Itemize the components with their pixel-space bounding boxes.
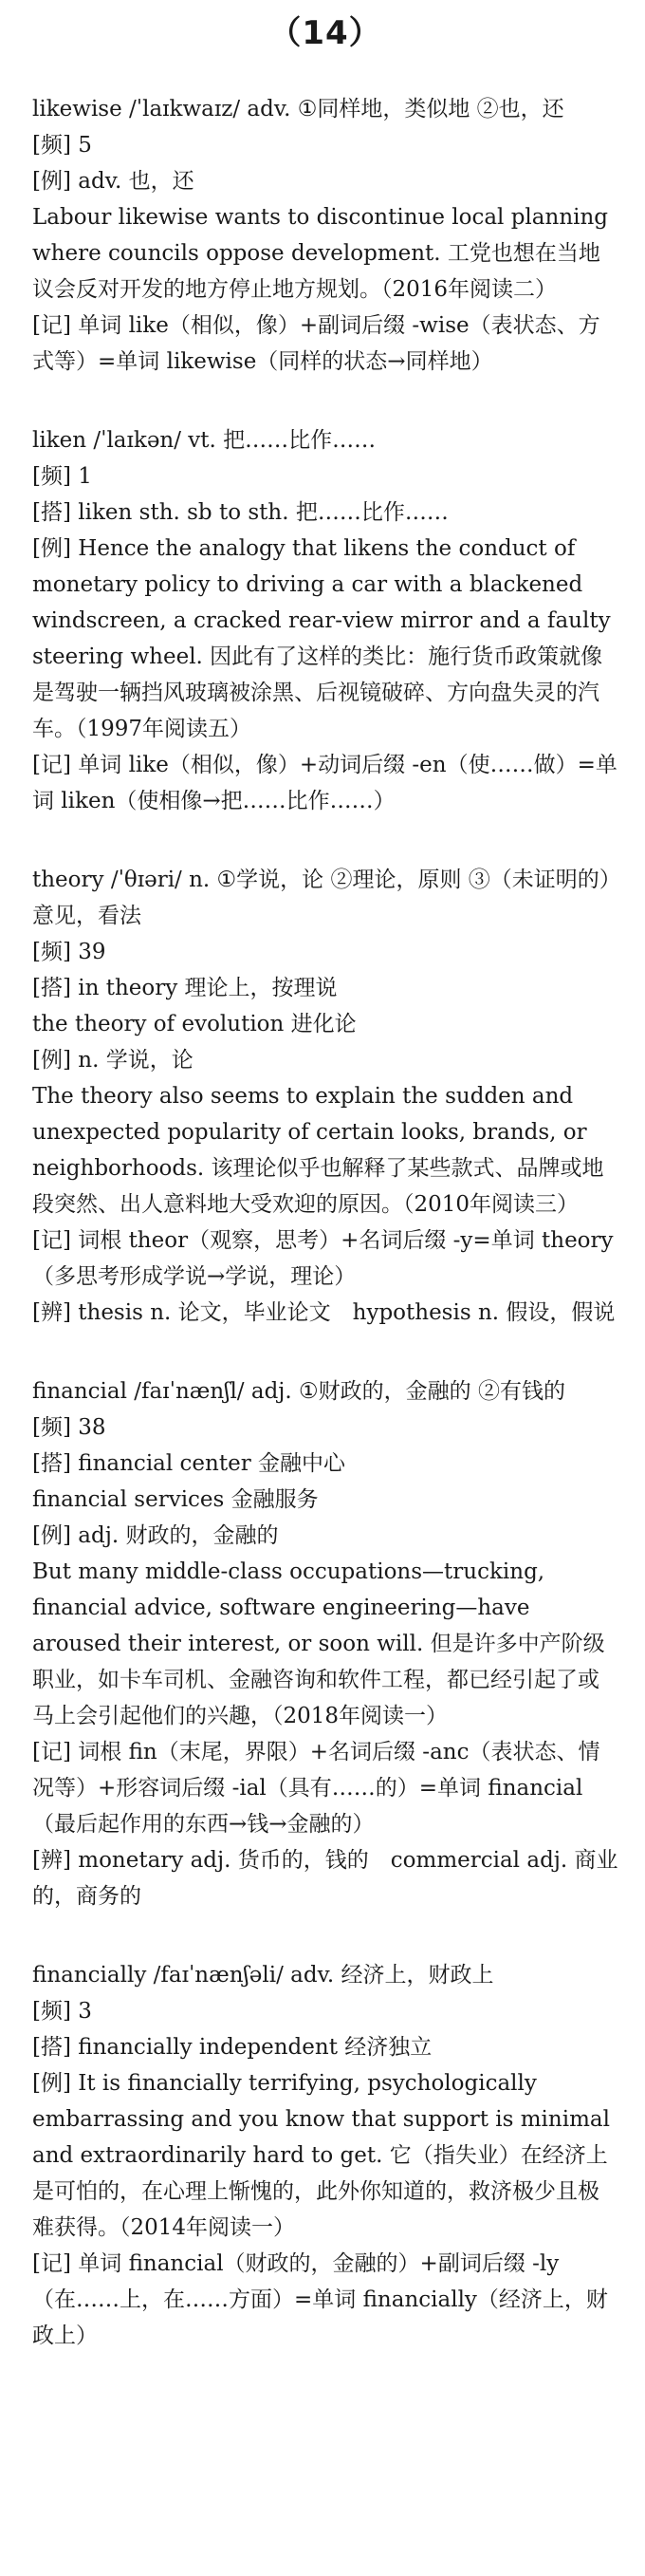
entry-liken: [32, 422, 618, 819]
entry-theory: [32, 862, 618, 1331]
example-sentence: But many middle-class occupations—trucking, financial advice, software engineering—have aroused their interest, or soon will. 但是许多中产阶级职业，如卡车司机、金融咨询和软件工程，都已经引起了或马上会引起他们的兴趣，（2018年阅读一）: [32, 1559, 605, 1728]
example-sentence: [例] Hence the analogy that likens the conduct of monetary policy to driving a car with a blackened windscreen, a cracked rear-view mirror and a faulty steering wheel. 因此有了这样的类比：施行货币政策就像是驾驶一辆挡风玻璃被涂黑、后视镜破碎、方向盘失灵的汽车。（1997年阅读五）: [32, 536, 611, 741]
entry-list: [32, 91, 618, 2354]
frequency-line: [频] 1: [32, 464, 92, 489]
example-label-line: [例] adv. 也，还: [32, 169, 194, 194]
collocation-line: the theory of evolution 进化论: [32, 1012, 357, 1036]
entry-likewise: [32, 91, 618, 380]
headword-line: financially /faɪˈnænʃəli/ adv. 经济上，财政上: [32, 1963, 494, 1988]
example-label-line: [例] adj. 财政的，金融的: [32, 1523, 279, 1548]
page-title: （14）: [268, 14, 382, 52]
distinction-note: [辨] thesis n. 论文，毕业论文 hypothesis n. 假设，假说: [32, 1300, 616, 1325]
memory-note: [记] 词根 theor（观察，思考）+名词后缀 -y=单词 theory（多思考形成学说→学说，理论）: [32, 1228, 614, 1289]
frequency-line: [频] 3: [32, 1999, 92, 2024]
headword-line: liken /ˈlaɪkən/ vt. 把……比作……: [32, 428, 377, 453]
memory-note: [记] 单词 like（相似，像）+副词后缀 -wise（表状态、方式等）=单词 likewise（同样的状态→同样地）: [32, 313, 600, 374]
collocation-line: [搭] in theory 理论上，按理说: [32, 976, 338, 1000]
example-sentence: [例] It is financially terrifying, psychologically embarrassing and you know that support is minimal and extraordinarily hard to get. 它（指失业）在经济上是可怕的，在心理上惭愧的，此外你知道的，救济极少且极难获得。（2014年阅读一）: [32, 2071, 610, 2240]
memory-note: [记] 单词 financial（财政的，金融的）+副词后缀 -ly（在……上，在……方面）=单词 financially（经济上，财政上）: [32, 2251, 608, 2348]
collocation-line: [搭] financially independent 经济独立: [32, 2035, 433, 2060]
example-sentence: The theory also seems to explain the sudden and unexpected popularity of certain looks, brands, or neighborhoods. 该理论似乎也解释了某些款式、品牌或地段突然、出人意料地大受欢迎的原因。（2010年阅读三）: [32, 1084, 604, 1217]
collocation-line: [搭] financial center 金融中心: [32, 1451, 346, 1476]
example-sentence: Labour likewise wants to discontinue local planning where councils oppose development. 工党也想在当地议会反对开发的地方停止地方规划。（2016年阅读二）: [32, 205, 609, 302]
frequency-line: [频] 5: [32, 133, 92, 158]
distinction-note: [辨] monetary adj. 货币的，钱的 commercial adj. 商业的，商务的: [32, 1848, 618, 1909]
frequency-line: [频] 38: [32, 1415, 106, 1440]
headword-line: likewise /ˈlaɪkwaɪz/ adv. ①同样地，类似地 ②也，还: [32, 97, 564, 121]
example-label-line: [例] n. 学说，论: [32, 1048, 194, 1073]
headword-line: theory /ˈθɪəri/ n. ①学说，论 ②理论，原则 ③（未证明的）意见，看法: [32, 868, 611, 928]
collocation-line: [搭] liken sth. sb to sth. 把……比作……: [32, 500, 449, 525]
headword-line: financial /faɪˈnænʃl/ adj. ①财政的，金融的 ②有钱的: [32, 1379, 565, 1404]
entry-financial: [32, 1373, 618, 1914]
memory-note: [记] 单词 like（相似，像）+动词后缀 -en（使……做）=单词 liken（使相像→把……比作……）: [32, 753, 617, 813]
entry-financially: [32, 1957, 618, 2354]
frequency-line: [频] 39: [32, 940, 106, 964]
memory-note: [记] 词根 fin（末尾，界限）+名词后缀 -anc（表状态、情况等）+形容词后缀 -ial（具有……的）=单词 financial（最后起作用的东西→钱→金融的）: [32, 1740, 600, 1837]
collocation-line: financial services 金融服务: [32, 1487, 319, 1512]
